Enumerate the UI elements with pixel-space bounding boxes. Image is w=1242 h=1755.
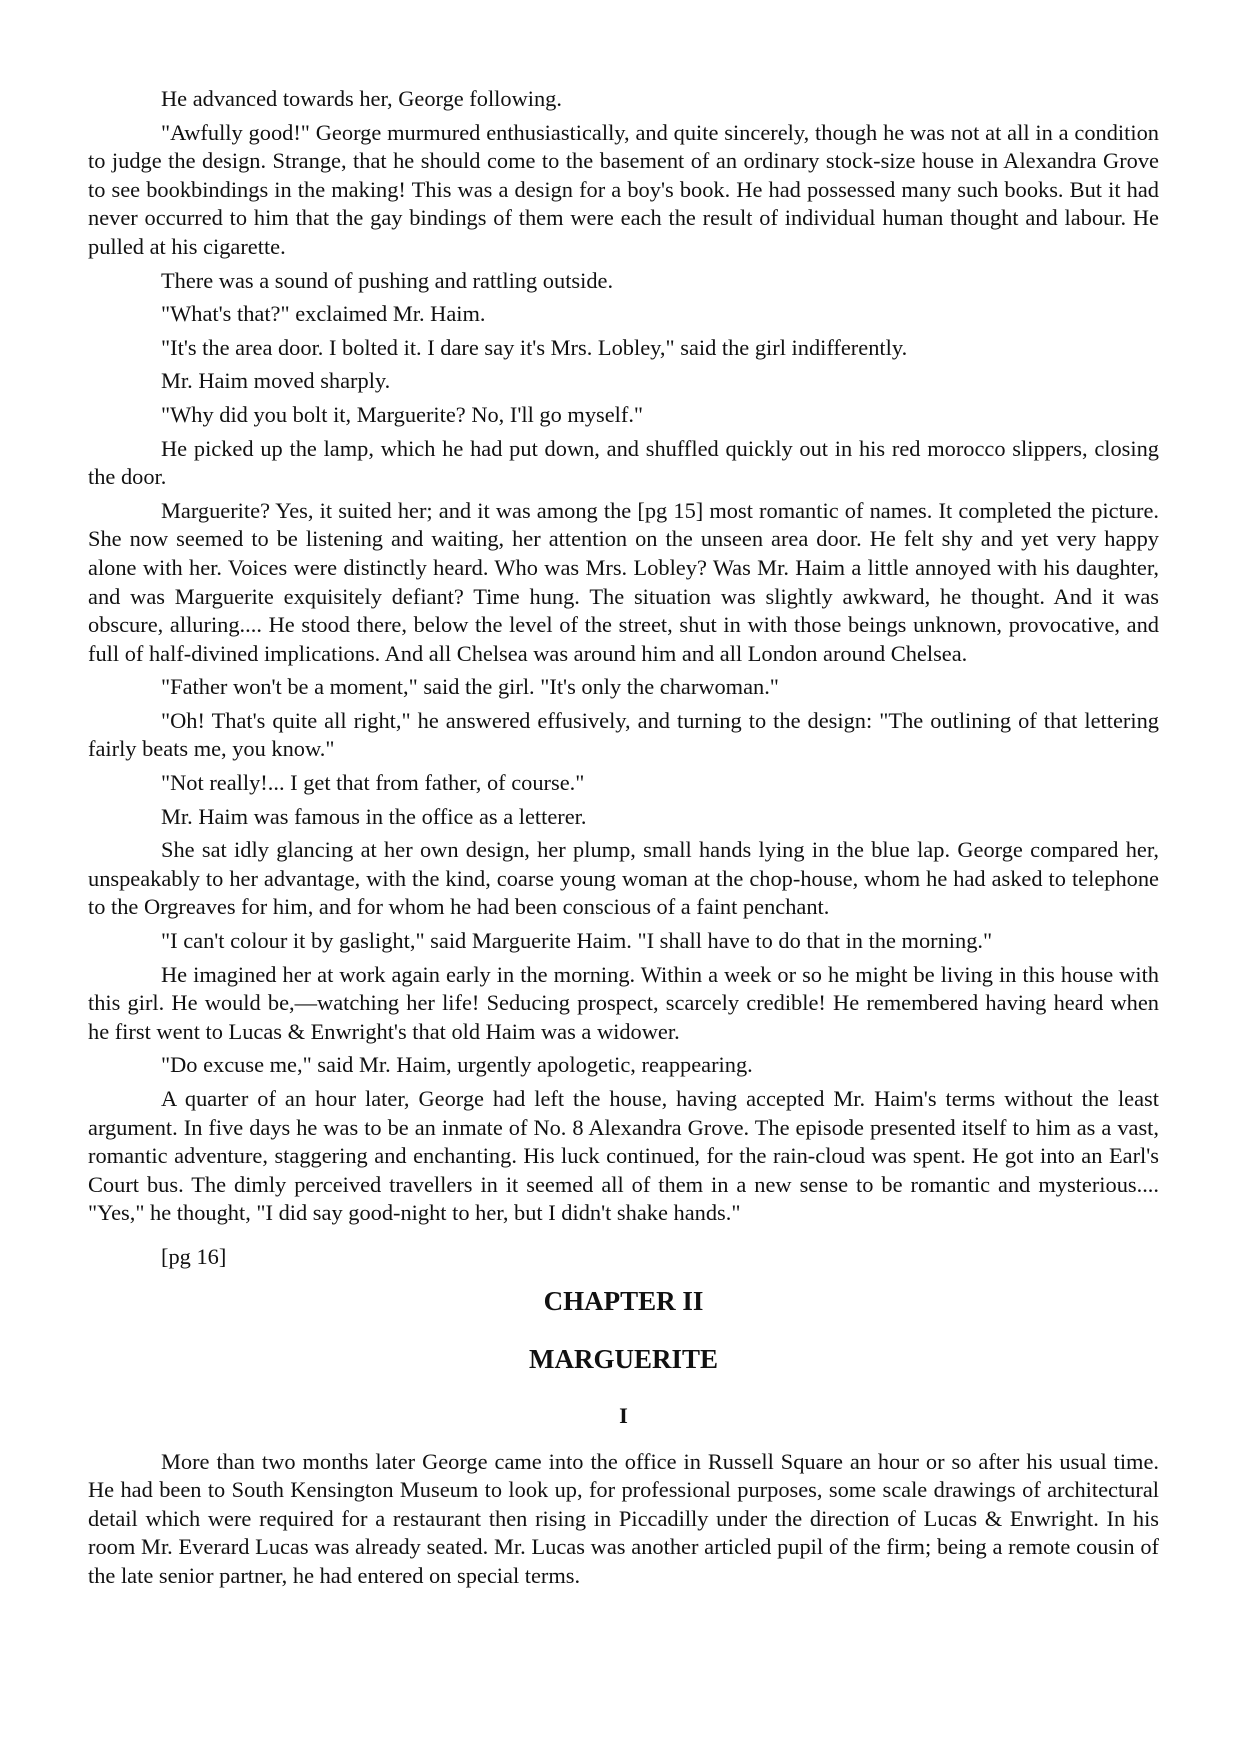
paragraph: "It's the area door. I bolted it. I dare say it's Mrs. Lobley," said the girl indifferently. — [161, 334, 908, 360]
paragraph: "Oh! That's quite all right," he answered effusively, and turning to the design: "The outlining of that lettering fairly beats me, you know." — [88, 707, 1159, 762]
paragraph: "Awfully good!" George murmured enthusiastically, and quite sincerely, though he was not at all in a condition to judge the design. Strange, that he should come to the basement of an ordinary stock-size house in Alexandra Grove to see bookbindings in the making! This was a design for a boy's book. He had possessed many such books. But it had never occurred to him that the gay bindings of them were each the result of individual human thought and labour. He pulled at his cigarette. — [88, 119, 1159, 259]
paragraph: Marguerite? Yes, it suited her; and it was among the [pg 15] most romantic of names. It completed the picture. She now seemed to be listening and waiting, her attention on the unseen area door. He felt shy and yet very happy alone with her. Voices were distinctly heard. Who was Mrs. Lobley? Was Mr. Haim a little annoyed with his daughter, and was Marguerite exquisitely defiant? Time hung. The situation was slightly awkward, he thought. And it was obscure, alluring.... He stood there, below the level of the street, shut in with those beings unknown, provocative, and full of half-divined implications. And all Chelsea was around him and all London around Chelsea. — [88, 497, 1159, 666]
paragraph: "Father won't be a moment," said the girl. "It's only the charwoman." — [161, 674, 779, 700]
paragraph: She sat idly glancing at her own design, her plump, small hands lying in the blue lap. George compared her, unspeakably to her advantage, with the kind, coarse young woman at the chop-house, whom he had asked to telephone to the Orgreaves for him, and for whom he had been conscious of a faint penchant. — [88, 837, 1159, 920]
paragraph: He advanced towards her, George following. — [161, 86, 562, 111]
chapter-heading: CHAPTER II — [543, 1285, 704, 1316]
paragraph: He picked up the lamp, which he had put down, and shuffled quickly out in his red morocco slippers, closing the door. — [88, 435, 1159, 490]
book-page — [88, 85, 1159, 1596]
page-number-marker: [pg 16] — [161, 1243, 227, 1269]
section-heading: I — [619, 1402, 628, 1428]
paragraph: "I can't colour it by gaslight," said Marguerite Haim. "I shall have to do that in the morning." — [161, 928, 993, 954]
paragraph: "Why did you bolt it, Marguerite? No, I'll go myself." — [161, 401, 644, 427]
paragraph: There was a sound of pushing and rattling outside. — [161, 267, 614, 293]
paragraph: He imagined her at work again early in the morning. Within a week or so he might be living in this house with this girl. He would be,—watching her life! Seducing prospect, scarcely credible! He remembered having heard when he first went to Lucas & Enwright's that old Haim was a widower. — [88, 961, 1159, 1044]
paragraph: More than two months later George came into the office in Russell Square an hour or so after his usual time. He had been to South Kensington Museum to look up, for professional purposes, some scale drawings of architectural detail which were required for a restaurant then rising in Piccadilly under the direction of Lucas & Enwright. In his room Mr. Everard Lucas was already seated. Mr. Lucas was another articled pupil of the firm; being a remote cousin of the late senior partner, he had entered on special terms. — [88, 1448, 1159, 1588]
paragraph: A quarter of an hour later, George had left the house, having accepted Mr. Haim's terms without the least argument. In five days he was to be an inmate of No. 8 Alexandra Grove. The episode presented itself to him as a vast, romantic adventure, staggering and enchanting. His luck continued, for the rain-cloud was spent. He got into an Earl's Court bus. The dimly perceived travellers in it seemed all of them in a new sense to be romantic and mysterious.... "Yes," he thought, "I did say good-night to her, but I didn't shake hands." — [88, 1086, 1159, 1226]
paragraph: "What's that?" exclaimed Mr. Haim. — [161, 301, 486, 327]
paragraph: "Not really!... I get that from father, of course." — [161, 770, 585, 796]
paragraph: "Do excuse me," said Mr. Haim, urgently apologetic, reappearing. — [161, 1052, 753, 1078]
paragraph: Mr. Haim moved sharply. — [161, 368, 391, 394]
paragraph: Mr. Haim was famous in the office as a letterer. — [161, 803, 587, 829]
chapter-title: MARGUERITE — [528, 1343, 718, 1374]
